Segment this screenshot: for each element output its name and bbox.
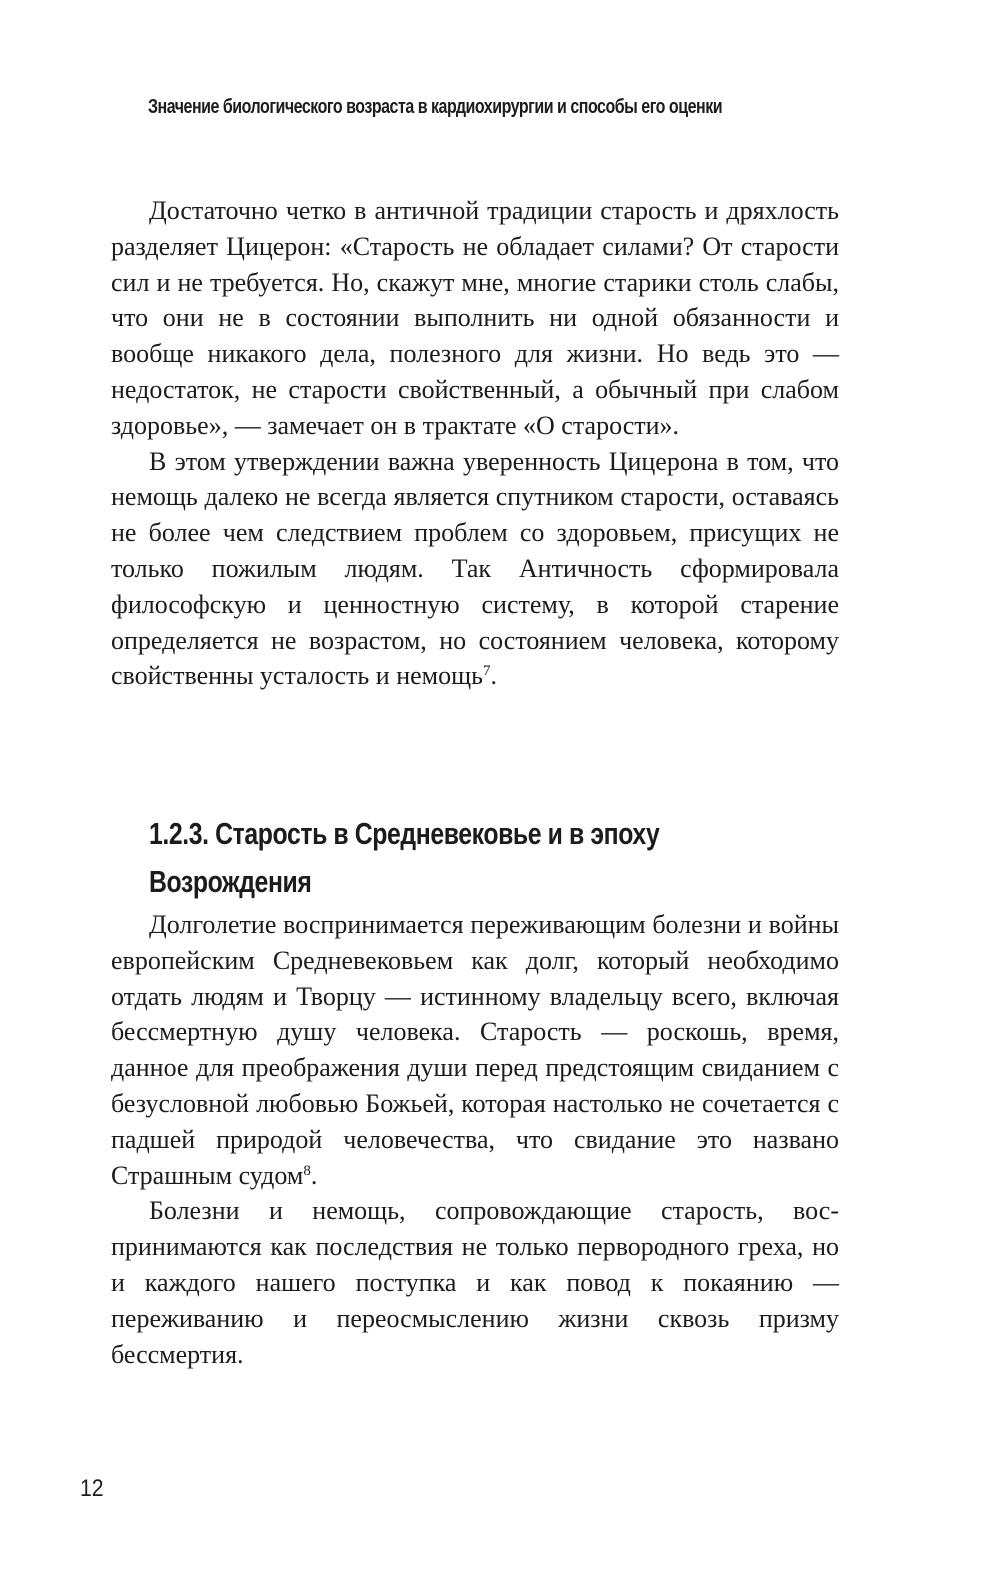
text-block-top <box>111 193 839 694</box>
paragraph-end: . <box>310 1160 318 1190</box>
text-block-bottom <box>111 907 839 1372</box>
paragraph-text: Долголетие воспринимается переживающим болезни и войны европейским Средневековьем как долг, который необходимо отдать людям и Творцу — истинному владельцу всего, включая бессмертную душу человека. Старость — роскошь, время, данное для преображения души перед предстоящим свиданием с безусловной любовью Божьей, которая настолько не сочетается с падшей природой человечества, что свидание это названо Страшным судом <box>111 910 839 1190</box>
section-heading-line-1: 1.2.3. Старость в Средневековье и в эпоху <box>149 816 660 851</box>
paragraph-middle-ages <box>111 907 839 1193</box>
paragraph-illness-repentance: Болезни и немощь, сопровождающие старость, воспринимаются как последствия не только первородного греха, но и каждого нашего поступка и как повод к покаянию — переживанию и переосмыслению жизни сквозь призму бессмертия. <box>111 1196 839 1369</box>
paragraph-cicero-quote: Достаточно четко в античной традиции старость и дряхлость разделяет Цицерон: «Старость не обладает силами? От старости сил и не требуется. Но, скажут мне, многие старики столь слабы, что они не в состоянии выполнить ни одной обязанности и вообще никакого дела, полезного для жизни. Но ведь это — недостаток, не старости свойственный, а обычный при слабом здоровье», — замечает он в трактате «О старости». <box>111 196 839 440</box>
running-header: Значение биологического возраста в кардиохирургии и способы его оценки <box>148 96 723 118</box>
paragraph-end: . <box>490 661 497 691</box>
footnote-ref-7[interactable]: 7 <box>483 663 491 680</box>
page-number: 12 <box>80 1475 104 1502</box>
paragraph-antiquity-summary <box>111 444 839 695</box>
paragraph-text: В этом утверждении важна уверенность Цицерона в том, что немощь далеко не всегда является спутником старости, оставаясь не более чем следствием проблем со здоровьем, присущих не только пожилым людям. Так Античность сформировала философскую и ценностную систему, в которой старение определяется не возрастом, но состоянием человека, которому свойственны усталость и немощь <box>111 446 839 691</box>
footnote-ref-8[interactable]: 8 <box>303 1162 311 1179</box>
section-heading <box>149 810 789 906</box>
section-heading-line-2: Возрождения <box>149 864 312 899</box>
